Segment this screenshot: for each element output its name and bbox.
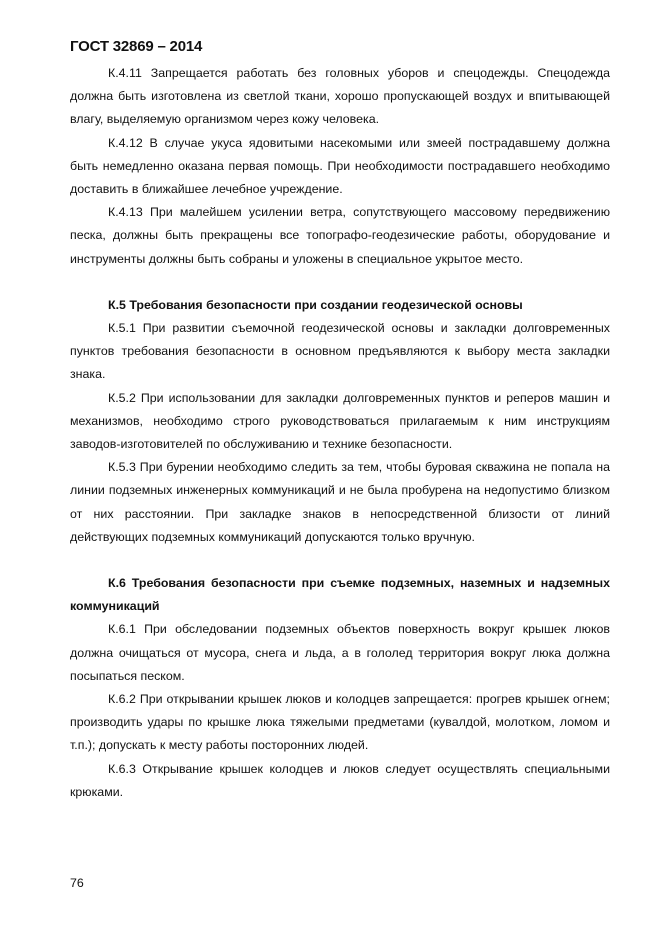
document-body <box>70 62 610 804</box>
paragraph-k-5-1: К.5.1 При развитии съемочной геодезической основы и закладки долговременных пунктов требования безопасности в основном предъявляются к выбору места закладки знака. <box>70 321 610 382</box>
section-heading-k-6: К.6 Требования безопасности при съемке подземных, наземных и надземных коммуникаций <box>70 576 610 614</box>
section-spacer <box>70 271 610 294</box>
paragraph-k-6-3: К.6.3 Открывание крышек колодцев и люков следует осуществлять специальными крюками. <box>70 761 610 799</box>
paragraph-k-4-11: К.4.11 Запрещается работать без головных уборов и спецодежды. Спецодежда должна быть изготовлена из светлой ткани, хорошо пропускающей воздух и впитывающей влагу, выделяемую организмом через кожу человека. <box>70 66 610 127</box>
section-spacer <box>70 549 610 572</box>
page-number: 76 <box>70 876 84 890</box>
paragraph-k-5-3: К.5.3 При бурении необходимо следить за тем, чтобы буровая скважина не попала на линии подземных инженерных коммуникаций и не была пробурена на недопустимо близком от них расстоянии. При закладке знаков в непосредственной близости от линий действующих подземных коммуникаций допускаются только вручную. <box>70 460 610 544</box>
paragraph-k-4-12: К.4.12 В случае укуса ядовитыми насекомыми или змеей пострадавшему должна быть немедленно оказана первая помощь. При необходимости пострадавшего необходимо доставить в ближайшее лечебное учреждение. <box>70 135 610 197</box>
standard-title: ГОСТ 32869 – 2014 <box>70 38 203 55</box>
paragraph-k-6-2: К.6.2 При открывании крышек люков и колодцев запрещается: прогрев крышек огнем; производить удары по крышке люка тяжелыми предметами (кувалдой, молотком, ломом и т.п.); допускать к месту работы посторонних людей. <box>70 692 610 753</box>
paragraph-k-4-13: К.4.13 При малейшем усилении ветра, сопутствующего массовому передвижению песка, должны быть прекращены все топографо-геодезические работы, оборудование и инструменты должны быть собраны и уложены в специальное укрытое место. <box>70 205 610 266</box>
paragraph-k-5-2: К.5.2 При использовании для закладки долговременных пунктов и реперов машин и механизмов, необходимо строго руководствоваться прилагаемым к ним инструкциям заводов-изготовителей по обслуживанию и технике безопасности. <box>70 390 610 452</box>
paragraph-k-6-1: К.6.1 При обследовании подземных объектов поверхность вокруг крышек люков должна очищаться от мусора, снега и льда, а в гололед территория вокруг люка должна посыпаться песком. <box>70 622 610 683</box>
section-heading-k-5: К.5 Требования безопасности при создании геодезической основы <box>108 297 523 312</box>
